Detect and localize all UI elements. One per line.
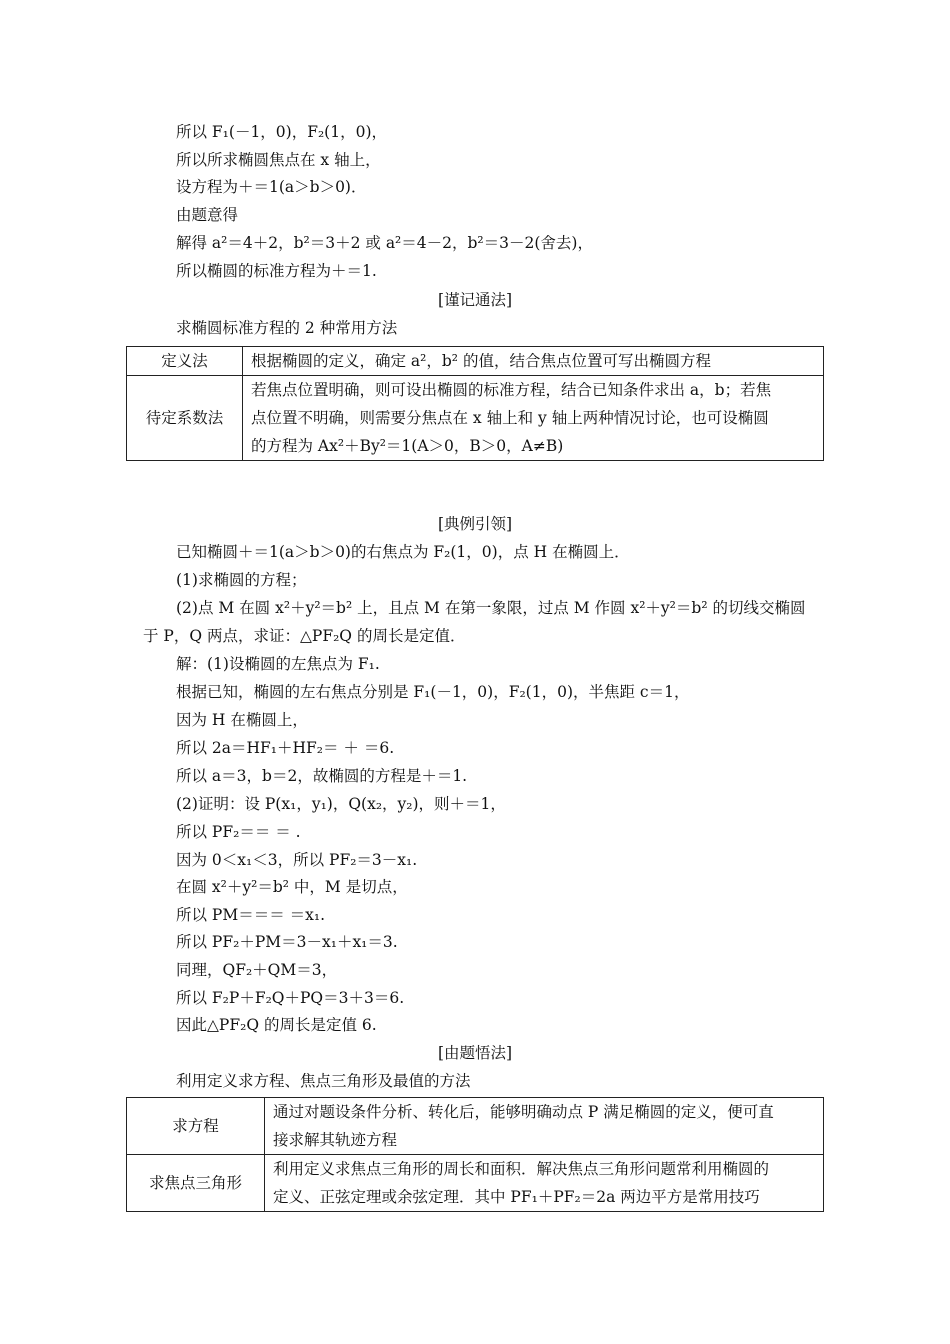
problem-line: 已知椭圆＋＝1(a＞b＞0)的右焦点为 F₂(1，0)，点 H 在椭圆上．: [176, 543, 630, 561]
description-line: 定义、正弦定理或余弦定理．其中 PF₁＋PF₂＝2a 两边平方是常用技巧: [273, 1188, 760, 1206]
solution-line: 所以 PF₂＋PM＝3－x₁＋x₁＝3.: [176, 933, 398, 951]
method-description: [243, 376, 824, 461]
description-line: 接求解其轨迹方程: [273, 1131, 398, 1149]
description-line: 若焦点位置明确，则可设出椭圆的标准方程，结合已知条件求出 a，b；若焦: [251, 381, 772, 399]
description-line: 根据椭圆的定义，确定 a²，b² 的值，结合焦点位置可写出椭圆方程: [251, 352, 711, 370]
method-name: 求方程: [127, 1098, 265, 1155]
solution-line: 所以 2a＝HF₁＋HF₂＝ ＋ ＝6.: [176, 739, 395, 757]
section-intro: 利用定义求方程、焦点三角形及最值的方法: [176, 1072, 471, 1090]
method-name: 定义法: [127, 347, 243, 376]
solution-line: 所以 PM＝＝＝ ＝x₁.: [176, 906, 326, 924]
solution-line: (2)证明：设 P(x₁，y₁)，Q(x₂，y₂)，则＋＝1，: [176, 795, 506, 813]
method-description: [265, 1098, 824, 1155]
text-line: 解得 a²＝4＋2，b²＝3＋2 或 a²＝4－2，b²＝3－2(舍去)，: [176, 234, 593, 252]
text-line: 所以所求椭圆焦点在 x 轴上，: [176, 151, 381, 169]
solution-line: 解：(1)设椭圆的左焦点为 F₁.: [176, 655, 380, 673]
section-heading: [由题悟法]: [437, 1044, 513, 1062]
solution-line: 根据已知，椭圆的左右焦点分别是 F₁(－1，0)，F₂(1，0)，半焦距 c＝1，: [176, 683, 690, 701]
text-line: 设方程为＋＝1(a＞b＞0)．: [176, 178, 367, 196]
solution-line: 因此△PF₂Q 的周长是定值 6.: [176, 1016, 377, 1034]
solution-line: 所以 F₂P＋F₂Q＋PQ＝3＋3＝6.: [176, 989, 405, 1007]
solution-line: 同理，QF₂＋QM＝3，: [176, 961, 338, 979]
method-description: [243, 347, 824, 376]
text-line: 所以 F₁(－1，0)，F₂(1，0)，: [176, 123, 387, 141]
description-line: 通过对题设条件分析、转化后，能够明确动点 P 满足椭圆的定义，便可直: [273, 1103, 774, 1121]
description-line: 点位置不明确，则需要分焦点在 x 轴上和 y 轴上两种情况讨论，也可设椭圆: [251, 409, 769, 427]
section-heading: [谨记通法]: [437, 291, 513, 309]
description-line: 的方程为 Ax²＋By²＝1(A＞0，B＞0，A≠B): [251, 437, 564, 455]
table-row: [127, 347, 824, 376]
description-line: 利用定义求焦点三角形的周长和面积．解决焦点三角形问题常利用椭圆的: [273, 1160, 770, 1178]
table-row: [127, 376, 824, 461]
problem-line: 于 P，Q 两点，求证：△PF₂Q 的周长是定值．: [143, 627, 466, 645]
solution-line: 在圆 x²＋y²＝b² 中，M 是切点，: [176, 878, 408, 896]
method-name: 待定系数法: [127, 376, 243, 461]
section-heading: [典例引领]: [437, 515, 513, 533]
section-intro: 求椭圆标准方程的 2 种常用方法: [176, 319, 398, 337]
text-line: 所以椭圆的标准方程为＋＝1.: [176, 262, 377, 280]
problem-line: (1)求椭圆的方程；: [176, 571, 307, 589]
techniques-table: [126, 1097, 824, 1212]
method-name: 求焦点三角形: [127, 1155, 265, 1212]
solution-line: 因为 0＜x₁＜3，所以 PF₂＝3－x₁.: [176, 851, 418, 869]
solution-line: 所以 PF₂＝＝ ＝ .: [176, 823, 301, 841]
methods-table: [126, 346, 824, 461]
table-row: [127, 1155, 824, 1212]
method-description: [265, 1155, 824, 1212]
text-line: 由题意得: [176, 206, 239, 224]
problem-line: (2)点 M 在圆 x²＋y²＝b² 上，且点 M 在第一象限，过点 M 作圆 x²＋y²＝b² 的切线交椭圆: [176, 599, 806, 617]
solution-line: 所以 a＝3，b＝2，故椭圆的方程是＋＝1.: [176, 767, 468, 785]
table-row: [127, 1098, 824, 1155]
solution-line: 因为 H 在椭圆上，: [176, 711, 308, 729]
